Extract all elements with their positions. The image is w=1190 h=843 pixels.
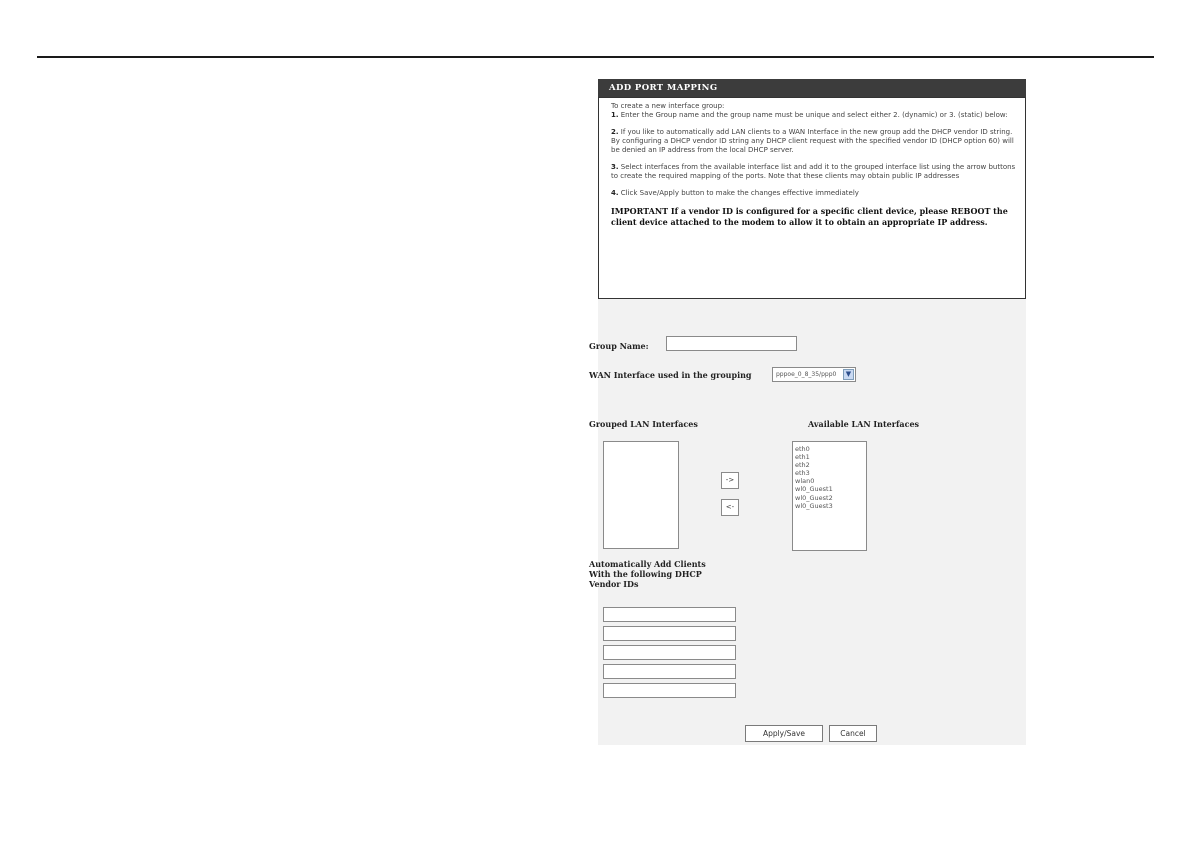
cancel-button[interactable]: Cancel — [829, 725, 877, 742]
panel-header-title: ADD PORT MAPPING — [598, 79, 1026, 97]
vendor-ids-label: Automatically Add Clients With the following DHCP Vendor IDs — [589, 559, 706, 589]
move-right-button[interactable]: -> — [721, 472, 739, 489]
instructions-intro-paragraph — [611, 102, 1019, 120]
lan-option[interactable]: wl0_Guest1 — [795, 485, 833, 494]
step3-paragraph — [611, 163, 1019, 181]
important-note: IMPORTANT If a vendor ID is configured for a specific client device, please REBOOT the client device attached to the modem to allow it to obtain an appropriate IP address. — [611, 206, 1008, 227]
step2-paragraph — [611, 128, 1019, 155]
lan-option[interactable]: eth1 — [795, 453, 810, 462]
step3-number: 3. — [611, 163, 619, 171]
step4-text: Click Save/Apply button to make the changes effective immediately — [618, 189, 859, 197]
lan-option[interactable]: eth0 — [795, 445, 810, 453]
grouped-lan-label: Grouped LAN Interfaces — [589, 419, 698, 429]
step1-text: Enter the Group name and the group name must be unique and select either 2. (dynamic) or 3. (static) below: — [618, 111, 1008, 119]
vendor-id-input[interactable] — [603, 683, 736, 698]
instructions-intro: To create a new interface group: — [611, 102, 725, 110]
lan-option[interactable]: eth3 — [795, 469, 810, 478]
step2-text: If you like to automatically add LAN clients to a WAN Interface in the new group add the DHCP vendor ID string. By configuring a DHCP vendor ID string any DHCP client request with the specified vendor ID (DHCP option 60) will be denied an IP address from the local DHCP server. — [611, 128, 1014, 154]
lan-option[interactable]: eth2 — [795, 461, 810, 470]
page-top-rule — [37, 56, 1154, 58]
lan-option[interactable]: wl0_Guest2 — [795, 493, 833, 502]
vendor-id-input[interactable] — [603, 645, 736, 660]
wan-interface-select[interactable] — [772, 367, 856, 382]
available-lan-listbox[interactable] — [792, 441, 867, 551]
grouped-lan-listbox[interactable] — [603, 441, 679, 549]
apply-save-button[interactable]: Apply/Save — [745, 725, 823, 742]
move-left-button[interactable]: <- — [721, 499, 739, 516]
available-lan-label: Available LAN Interfaces — [808, 419, 920, 429]
group-name-label: Group Name: — [589, 341, 649, 351]
instructions-box — [598, 97, 1026, 299]
step3-text: Select interfaces from the available interface list and add it to the grouped interface list using the arrow buttons to create the required mapping of the ports. Note that these clients may obtain public IP addresses — [611, 163, 1016, 180]
step1-number: 1. — [611, 111, 619, 119]
step4-number: 4. — [611, 189, 619, 197]
vendor-id-input[interactable] — [603, 626, 736, 641]
vendor-id-input[interactable] — [603, 664, 736, 679]
wan-interface-selected-value: pppoe_0_8_35/ppp0 — [776, 371, 837, 378]
step2-number: 2. — [611, 128, 619, 136]
vendor-id-input[interactable] — [603, 607, 736, 622]
wan-interface-label: WAN Interface used in the grouping — [589, 370, 752, 380]
lan-option[interactable]: wl0_Guest3 — [795, 501, 833, 510]
add-port-mapping-panel — [589, 79, 1026, 745]
chevron-down-icon[interactable]: ▼ — [843, 369, 854, 380]
lan-option[interactable]: wlan0 — [795, 477, 815, 486]
group-name-input[interactable] — [666, 336, 797, 351]
step4-paragraph — [611, 189, 1019, 198]
